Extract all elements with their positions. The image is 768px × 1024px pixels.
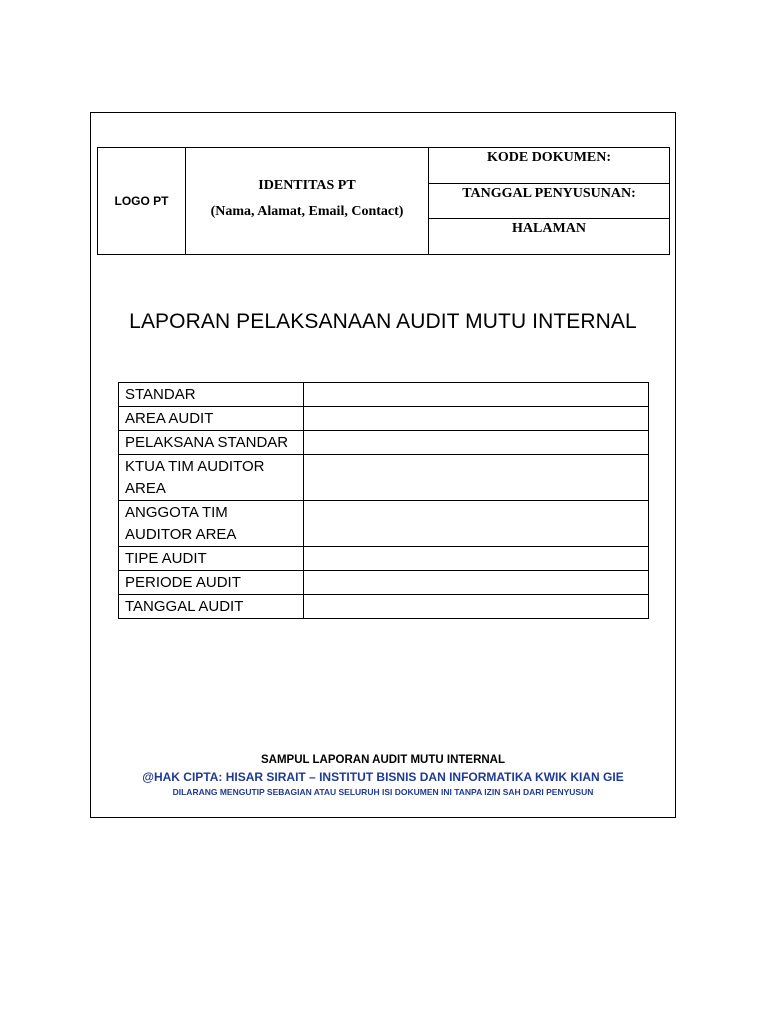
document-header <box>97 147 670 255</box>
cover-footer <box>90 754 676 797</box>
row-label: PELAKSANA STANDAR <box>119 431 304 455</box>
row-label: TANGGAL AUDIT <box>119 595 304 619</box>
tanggal-penyusunan-field: TANGGAL PENYUSUNAN: <box>429 184 669 220</box>
row-value <box>304 501 649 547</box>
row-value <box>304 431 649 455</box>
kode-dokumen-field: KODE DOKUMEN: <box>429 148 669 184</box>
row-label: AREA AUDIT <box>119 407 304 431</box>
row-label: TIPE AUDIT <box>119 547 304 571</box>
identity-subtitle: (Nama, Alamat, Email, Contact) <box>210 204 404 219</box>
halaman-field: HALAMAN <box>512 221 586 237</box>
row-value <box>304 383 649 407</box>
logo-placeholder: LOGO PT <box>98 148 186 254</box>
table-row <box>119 455 649 501</box>
row-label: PERIODE AUDIT <box>119 571 304 595</box>
table-row <box>119 595 649 619</box>
audit-info-table <box>118 382 649 619</box>
table-row <box>119 547 649 571</box>
page-title: LAPORAN PELAKSANAAN AUDIT MUTU INTERNAL <box>129 310 637 333</box>
footer-copyright: @HAK CIPTA: HISAR SIRAIT – INSTITUT BISNIS DAN INFORMATIKA KWIK KIAN GIE <box>142 770 624 784</box>
table-row <box>119 571 649 595</box>
footer-disclaimer: DILARANG MENGUTIP SEBAGIAN ATAU SELURUH ISI DOKUMEN INI TANPA IZIN SAH DARI PENYUSUN <box>172 787 594 797</box>
company-identity <box>186 148 429 254</box>
identity-title: IDENTITAS PT <box>258 178 356 193</box>
row-value <box>304 547 649 571</box>
row-value <box>304 571 649 595</box>
row-value <box>304 455 649 501</box>
table-row <box>119 501 649 547</box>
row-label: ANGGOTA TIM AUDITOR AREA <box>119 501 304 547</box>
footer-cover-title: SAMPUL LAPORAN AUDIT MUTU INTERNAL <box>260 754 506 766</box>
row-label: STANDAR <box>119 383 304 407</box>
table-row <box>119 431 649 455</box>
row-value <box>304 407 649 431</box>
document-meta <box>429 148 669 254</box>
row-value <box>304 595 649 619</box>
table-row <box>119 407 649 431</box>
table-row <box>119 383 649 407</box>
row-label: KTUA TIM AUDITOR AREA <box>119 455 304 501</box>
